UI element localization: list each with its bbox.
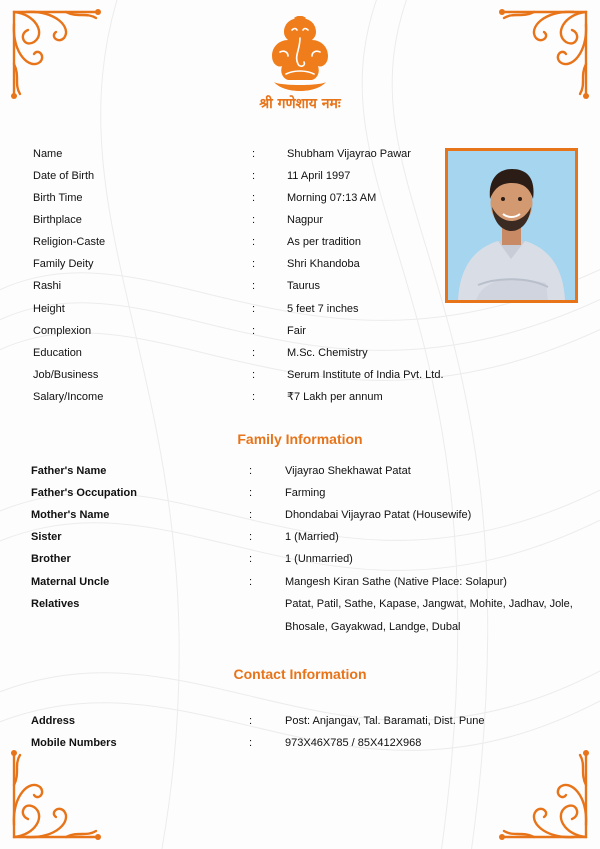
colon: : (252, 325, 256, 337)
colon: : (252, 369, 256, 381)
detail-label: Rashi (33, 280, 62, 292)
detail-label: Mobile Numbers (31, 737, 117, 749)
detail-value: Post: Anjangav, Tal. Baramati, Dist. Pune (285, 715, 485, 727)
detail-value: 5 feet 7 inches (287, 303, 359, 315)
detail-label: Father's Occupation (31, 487, 137, 499)
detail-value: Vijayrao Shekhawat Patat (285, 465, 411, 477)
detail-value: Nagpur (287, 214, 324, 226)
colon: : (252, 170, 256, 182)
colon: : (249, 465, 253, 477)
detail-value: M.Sc. Chemistry (287, 347, 368, 359)
person-portrait-icon (448, 151, 575, 300)
detail-label: Height (33, 303, 65, 315)
detail-label: Education (33, 347, 82, 359)
detail-label: Name (33, 148, 63, 160)
detail-label: Religion-Caste (33, 236, 106, 248)
colon: : (252, 303, 256, 315)
colon: : (249, 487, 253, 499)
colon: : (249, 531, 253, 543)
detail-label: Relatives (31, 598, 80, 610)
detail-value: Bhosale, Gayakwad, Landge, Dubal (285, 621, 461, 633)
profile-photo (445, 148, 578, 303)
detail-value: Serum Institute of India Pvt. Ltd. (287, 369, 444, 381)
detail-value: Mangesh Kiran Sathe (Native Place: Solapur) (285, 576, 507, 588)
colon: : (252, 236, 256, 248)
detail-value: ₹7 Lakh per annum (287, 391, 383, 403)
colon: : (252, 192, 256, 204)
colon: : (252, 214, 256, 226)
detail-value: Dhondabai Vijayrao Patat (Housewife) (285, 509, 472, 521)
detail-label: Birth Time (33, 192, 83, 204)
detail-value: As per tradition (287, 236, 361, 248)
detail-label: Address (31, 715, 76, 727)
detail-value: Morning 07:13 AM (287, 192, 377, 204)
colon: : (252, 258, 256, 270)
detail-label: Date of Birth (33, 170, 95, 182)
detail-label: Mother's Name (31, 509, 110, 521)
colon: : (252, 391, 256, 403)
colon: : (249, 715, 253, 727)
colon: : (252, 280, 256, 292)
detail-value: Shubham Vijayrao Pawar (287, 148, 411, 160)
detail-label: Complexion (33, 325, 92, 337)
detail-value: 11 April 1997 (287, 170, 351, 182)
corner-ornament-top-right (494, 4, 594, 104)
detail-value: Patat, Patil, Sathe, Kapase, Jangwat, Mohite, Jadhav, Jole, (285, 598, 573, 610)
detail-value: Farming (285, 487, 326, 499)
detail-value: 973X46X785 / 85X412X968 (285, 737, 422, 749)
detail-label: Sister (31, 531, 62, 543)
detail-label: Brother (31, 553, 71, 565)
colon: : (249, 509, 253, 521)
corner-ornament-bottom-right (494, 745, 594, 845)
colon: : (249, 737, 253, 749)
detail-label: Family Deity (33, 258, 94, 270)
colon: : (252, 347, 256, 359)
detail-value: 1 (Unmarried) (285, 553, 353, 565)
colon: : (252, 148, 256, 160)
detail-value: Fair (287, 325, 306, 337)
family-section-title: Family Information (237, 431, 363, 447)
ganesha-icon (264, 16, 336, 96)
corner-ornament-bottom-left (6, 745, 106, 845)
contact-section-title: Contact Information (233, 666, 367, 682)
invocation-text: श्री गणेशाय नमः (259, 96, 341, 112)
detail-label: Father's Name (31, 465, 107, 477)
detail-label: Maternal Uncle (31, 576, 110, 588)
detail-label: Job/Business (33, 369, 99, 381)
colon: : (249, 576, 253, 588)
corner-ornament-top-left (6, 4, 106, 104)
detail-label: Salary/Income (33, 391, 104, 403)
detail-value: Shri Khandoba (287, 258, 360, 270)
colon: : (249, 553, 253, 565)
detail-label: Birthplace (33, 214, 82, 226)
detail-value: Taurus (287, 280, 321, 292)
detail-value: 1 (Married) (285, 531, 339, 543)
